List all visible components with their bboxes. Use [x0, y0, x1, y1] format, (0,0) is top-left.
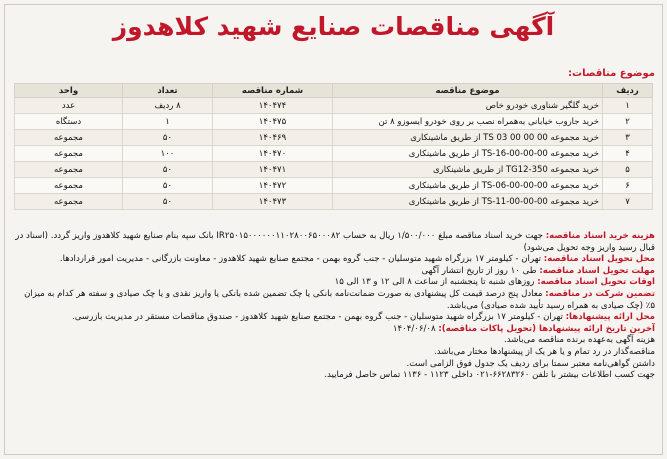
- note-certificate: داشتن گواهی‌نامه معتبر سمتا برای ردیف یک جدول فوق الزامی است.: [406, 358, 655, 369]
- detail-submission-place: [13, 312, 655, 324]
- tender-subjects-heading: موضوع مناقصات:: [568, 68, 655, 79]
- cell-count: ۸ ردیف: [123, 98, 213, 114]
- detail-deadline: [13, 324, 655, 336]
- detail-text: جهت خرید اسناد مناقصه مبلغ ۱/۵۰۰/۰۰۰ ریال به حساب IR۲۵۰۱۵۰۰۰۰۰۰۱۱۰۲۸۰۰۶۵۰۰۰۸۲ بانک سپه بنام صنایع شهید کلاهدوز واریز گردد. (اسناد در قبال رسید واریز وجه تحویل می‌شود): [15, 231, 655, 253]
- cell-subject: خرید جاروب خیابانی به‌همراه نصب بر روی خودرو ایسوزو ۸ تن: [333, 114, 603, 130]
- table-row: [15, 98, 653, 114]
- cell-unit: مجموعه: [15, 162, 123, 178]
- cell-subject: خرید مجموعه TS-06-00-00-00 از طریق ماشینکاری: [333, 178, 603, 194]
- detail-purchase-fee: [13, 231, 655, 254]
- table-row: [15, 178, 653, 194]
- detail-label: هزینه خرید اسناد مناقصه:: [545, 231, 655, 241]
- detail-text: تهران - کیلومتر ۱۷ بزرگراه شهید متوسلیان - جنب گروه بهمن - مجتمع صنایع شهید کلاهدوز - معاونت بازرگانی - مدیریت امور قراردادها.: [59, 254, 542, 265]
- note-contact: جهت کسب اطلاعات بیشتر با تلفن ۶۶۲۸۳۲۶۰-۰۲۱ داخلی ۱۱۲۳ - ۱۱۳۶ تماس حاصل فرمایید.: [324, 370, 655, 381]
- page-title: آگهی مناقصات صنایع شهید کلاهدوز: [112, 12, 555, 41]
- header-subject: موضوع مناقصه: [333, 84, 603, 98]
- cell-subject: خرید مجموعه TS-11-00-00-00 از طریق ماشینکاری: [333, 194, 603, 210]
- detail-delivery-place: [13, 254, 655, 266]
- cell-row: ۶: [603, 178, 653, 194]
- detail-text: ۱۴۰۴/۰۶/۰۸: [392, 323, 436, 334]
- cell-unit: مجموعه: [15, 130, 123, 146]
- detail-label: محل تحویل اسناد مناقصه:: [543, 254, 655, 265]
- cell-number: ۱۴۰۴۶۹: [213, 130, 333, 146]
- cell-row: ۳: [603, 130, 653, 146]
- cell-unit: عدد: [15, 98, 123, 114]
- header-unit: واحد: [15, 84, 123, 98]
- cell-count: ۵۰: [123, 178, 213, 194]
- table-row: [15, 130, 653, 146]
- cell-subject: خرید گلگیر شناوری خودرو خاص: [333, 98, 603, 114]
- cell-count: ۵۰: [123, 130, 213, 146]
- detail-text: تهران - کیلومتر ۱۷ بزرگراه شهید متوسلیان - جنب گروه بهمن - مجتمع صنایع شهید کلاهدوز - صندوق مناقصات مستقر در مدیریت بازرسی.: [71, 312, 563, 323]
- cell-count: ۵۰: [123, 162, 213, 178]
- table-row: [15, 162, 653, 178]
- detail-label: آخرین تاریخ ارائه پیشنهادها (تحویل پاکات مناقصه):: [438, 323, 655, 334]
- detail-label: محل ارائه پیشنهادها:: [565, 312, 655, 323]
- detail-label: تضمین شرکت در مناقصه:: [545, 288, 655, 299]
- detail-text: طی ۱۰ روز از تاریخ انتشار آگهی: [421, 265, 537, 276]
- table-header-row: [15, 84, 653, 98]
- cell-subject: خرید مجموعه TS 03 00 00 00 از طریق ماشینکاری: [333, 130, 603, 146]
- detail-label: مهلت تحویل اسناد مناقصه:: [539, 265, 655, 276]
- cell-row: ۱: [603, 98, 653, 114]
- cell-subject: خرید مجموعه TS-16-00-00-00 از طریق ماشینکاری: [333, 146, 603, 162]
- cell-number: ۱۴۰۴۷۴: [213, 98, 333, 114]
- detail-guarantee: [13, 289, 655, 312]
- note-ad-cost: هزینه آگهی به‌عهده برنده مناقصه می‌باشد.: [504, 335, 655, 346]
- cell-unit: مجموعه: [15, 178, 123, 194]
- cell-number: ۱۴۰۴۷۲: [213, 178, 333, 194]
- cell-unit: دستگاه: [15, 114, 123, 130]
- table-row: [15, 194, 653, 210]
- cell-count: ۱۰۰: [123, 146, 213, 162]
- cell-unit: مجموعه: [15, 146, 123, 162]
- cell-number: ۱۴۰۴۷۳: [213, 194, 333, 210]
- cell-row: ۲: [603, 114, 653, 130]
- detail-text: معادل پنج درصد قیمت کل پیشنهادی به صورت ضمانت‌نامه بانکی یا چک تضمین شده بانکی یا واریز نقدی و یا چک صیادی و سفته هر کدام به میزان ۵٪ (چک صیادی به همراه رسید تأیید شده صیادی) می‌باشد.: [24, 288, 655, 311]
- detail-delivery-deadline: [13, 266, 655, 278]
- cell-row: ۷: [603, 194, 653, 210]
- cell-count: ۱: [123, 114, 213, 130]
- note-rejection-right: مناقصه‌گذار در رد تمام و یا هر یک از پیشنهادها مختار می‌باشد.: [433, 346, 655, 357]
- header-tender-number: شماره مناقصه: [213, 84, 333, 98]
- detail-delivery-hours: [13, 277, 655, 289]
- detail-text: روزهای شنبه تا پنجشنبه از ساعت ۸ الی ۱۲ و ۱۳ الی ۱۵: [334, 277, 535, 288]
- cell-subject: خرید مجموعه TG12-350 از طریق ماشینکاری: [333, 162, 603, 178]
- table-row: [15, 146, 653, 162]
- cell-number: ۱۴۰۴۷۵: [213, 114, 333, 130]
- cell-count: ۵۰: [123, 194, 213, 210]
- table-row: [15, 114, 653, 130]
- cell-number: ۱۴۰۴۷۰: [213, 146, 333, 162]
- header-count: تعداد: [123, 84, 213, 98]
- cell-row: ۵: [603, 162, 653, 178]
- cell-row: ۴: [603, 146, 653, 162]
- cell-unit: مجموعه: [15, 194, 123, 210]
- header-row-number: ردیف: [603, 84, 653, 98]
- tender-details: [13, 231, 655, 382]
- page-frame: [4, 4, 663, 455]
- cell-number: ۱۴۰۴۷۱: [213, 162, 333, 178]
- tender-table: [14, 83, 653, 210]
- detail-label: اوقات تحویل اسناد مناقصه:: [537, 277, 655, 288]
